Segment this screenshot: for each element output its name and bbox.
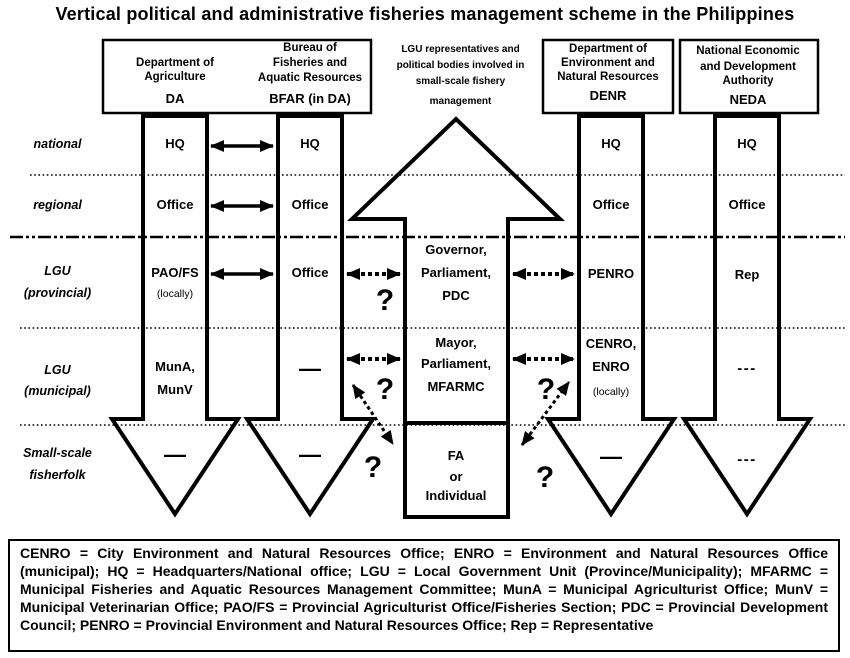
cell-lgu-provincial-line2: Parliament, [420,265,492,280]
row-label-municipal-line1: LGU [44,363,71,377]
column-header-bfar-line2: Fisheries and [272,57,348,69]
cell-da-municipal-line1: MunA, [155,359,195,374]
column-header-da-abbr: DA [165,91,185,106]
row-label-regional: regional [33,198,82,212]
question-mark-fisherfolk-left: ? [363,451,383,484]
row-label-fisherfolk-line1: Small-scale [23,446,92,460]
cell-denr-provincial: PENRO [587,266,635,281]
cell-da-fisherfolk-dash: — [164,442,186,467]
column-header-bfar-line1: Bureau of [283,42,337,54]
cell-neda-fisherfolk-dash: --- [737,451,757,468]
cell-lgu-municipal-line3: MFARMC [427,379,485,394]
row-label-national: national [33,137,82,151]
legend-text: CENRO = City Environment and Natural Resources Office; ENRO = Environment and Natural Resources Office (municipal); HQ = Headquarters/National office; LGU = Local Government Unit (Province/Municipality); MFARMC = Municipal Fisheries and Aquatic Resources Management Committee; MunA = Municipal Agriculturist Office; MunV = Municipal Veterinarian Office; PAO/FS = Provincial Agriculturist Office/Fisheries Section; PDC = Provincial Development Council; PENRO = Provincial Environment and Natural Resources Office; Rep = Representative [20,545,828,633]
column-header-denr-abbr: DENR [589,88,627,103]
column-header-lgu-line1: LGU representatives and [401,44,520,55]
column-header-neda-line2: and Development [700,61,796,73]
column-header-lgu-line4: management [429,96,492,107]
column-header-denr-line1: Department of [569,43,647,55]
cell-neda-national: HQ [737,136,757,151]
column-header-neda-abbr: NEDA [729,92,767,107]
column-header-bfar-line3: Aquatic Resources [257,72,363,84]
cell-lgu-fisherfolk-line3: Individual [425,488,487,503]
cell-lgu-fisherfolk-line2: or [449,469,463,484]
cell-da-provincial-note: (locally) [156,288,194,300]
column-header-lgu-line3: small-scale fishery [415,76,506,87]
cell-denr-fisherfolk-dash: — [600,444,622,469]
legend-box [8,539,840,652]
cell-neda-regional: Office [728,197,766,212]
cell-neda-provincial: Rep [734,267,760,282]
column-header-neda-line3: Authority [722,75,774,87]
column-header-denr-line3: Natural Resources [557,71,659,83]
cell-lgu-provincial-line1: Governor, [425,242,487,257]
cell-da-national: HQ [165,136,185,151]
cell-neda-municipal-dash: --- [737,360,757,377]
cell-denr-municipal-note: (locally) [592,386,630,398]
cell-lgu-municipal-line1: Mayor, [435,335,477,350]
column-header-da-line1: Department of [136,57,214,69]
cell-bfar-national: HQ [300,136,320,151]
cell-lgu-provincial-line3: PDC [442,288,470,303]
column-header-denr-line2: Environment and [561,57,655,69]
question-mark-fisherfolk-right: ? [535,461,555,494]
row-label-fisherfolk-line2: fisherfolk [29,468,86,482]
cell-bfar-fisherfolk-dash: — [299,442,321,467]
cell-lgu-municipal-line2: Parliament, [420,356,492,371]
cell-bfar-regional: Office [291,197,329,212]
question-mark-municipal-right: ? [536,373,556,406]
cell-denr-municipal-line2: ENRO [592,359,630,374]
cell-da-regional: Office [156,197,194,212]
question-mark-municipal-left: ? [375,373,395,406]
column-header-lgu-line2: political bodies involved in [396,60,525,71]
row-label-municipal-line2: (municipal) [24,384,91,398]
cell-denr-regional: Office [592,197,630,212]
cell-lgu-fisherfolk-line1: FA [447,448,465,463]
cell-denr-national: HQ [601,136,621,151]
cell-da-municipal-line2: MunV [157,382,193,397]
column-header-neda-line1: National Economic [696,45,800,57]
cell-da-provincial: PAO/FS [151,265,199,280]
question-mark-provincial-left: ? [375,284,395,317]
cell-bfar-provincial: Office [291,265,329,280]
column-header-bfar-abbr: BFAR (in DA) [269,91,351,106]
cell-bfar-municipal-dash: — [299,356,321,381]
cell-denr-municipal-line1: CENRO, [585,336,637,351]
row-label-provincial-line1: LGU [44,264,71,278]
page-title: Vertical political and administrative fisheries management scheme in the Philippines [55,4,795,24]
row-label-provincial-line2: (provincial) [23,286,92,300]
column-header-da-line2: Agriculture [144,71,206,83]
